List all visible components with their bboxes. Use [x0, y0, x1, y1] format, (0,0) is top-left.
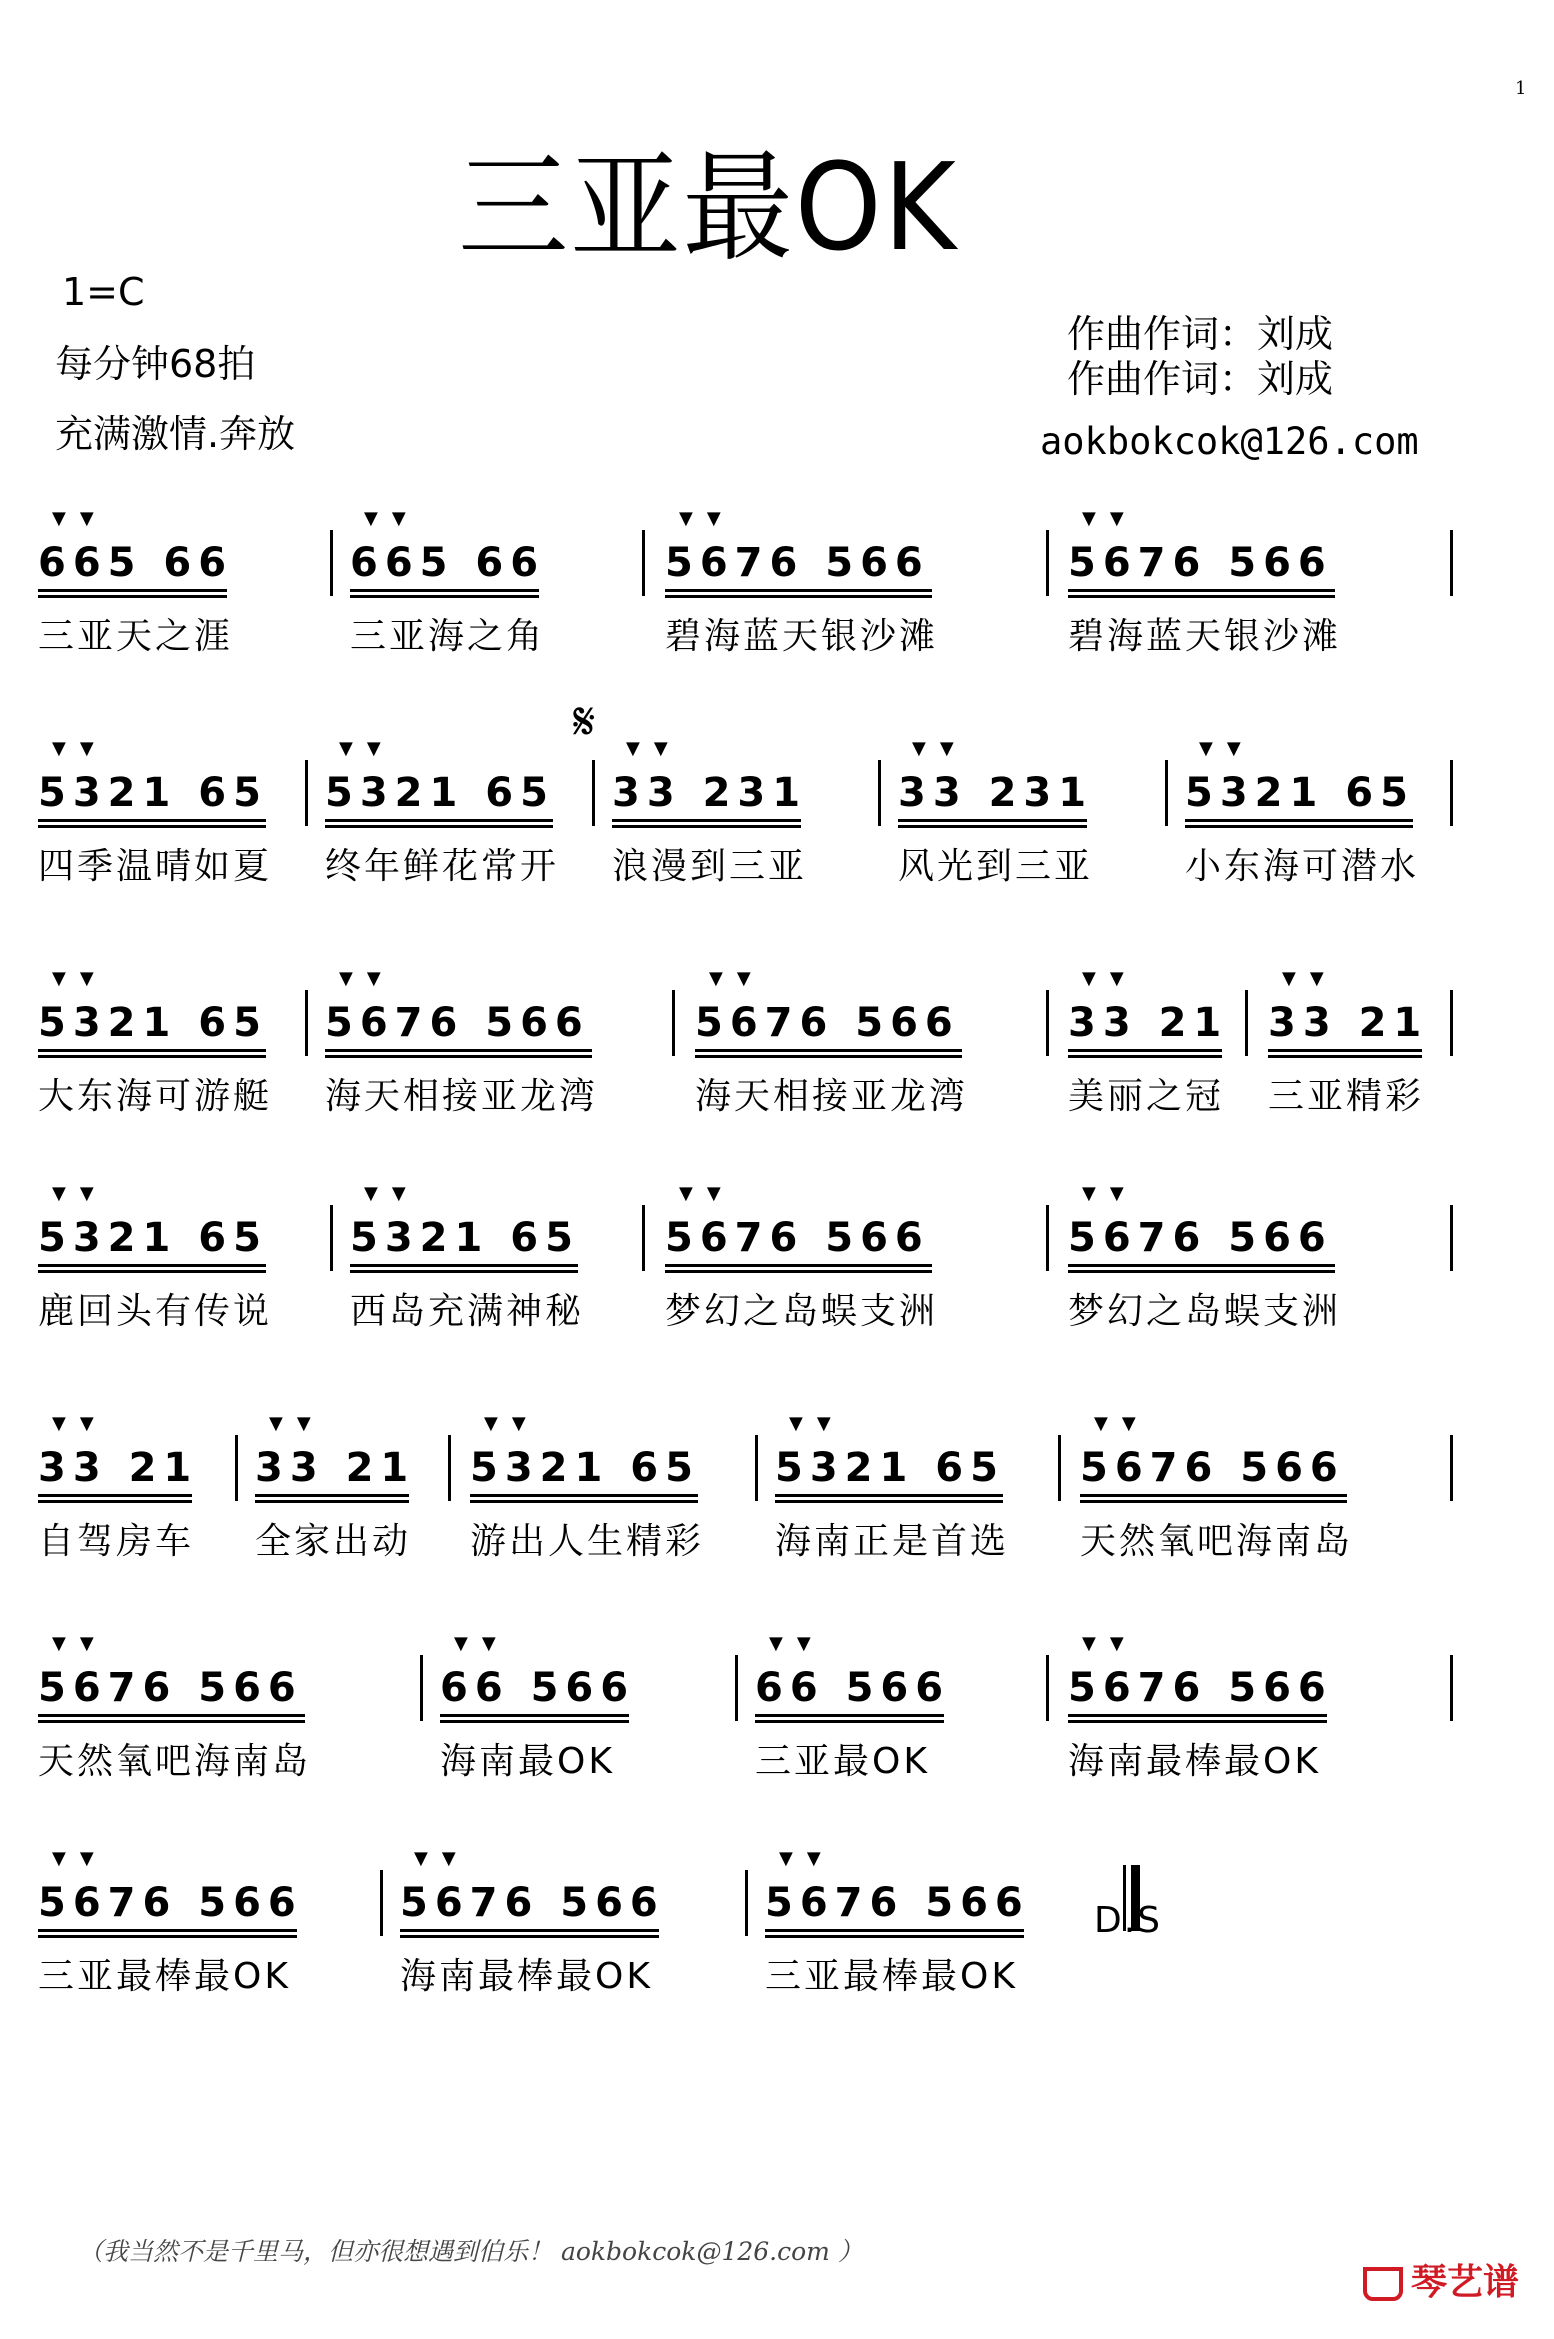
jianpu-notes: 5321 65	[38, 770, 272, 816]
accent-marks: ▼▼	[364, 508, 420, 529]
accent-marks: ▼▼	[626, 738, 682, 759]
segno-sign: 𝄋	[573, 692, 596, 752]
measure	[325, 968, 599, 1119]
measure	[38, 1633, 312, 1784]
accent-marks: ▼▼	[769, 1633, 825, 1654]
barline	[755, 1435, 758, 1501]
jianpu-notes: 5676 566	[1068, 1215, 1341, 1261]
mood: 充满激情.奔放	[55, 412, 296, 456]
measure	[38, 1183, 273, 1334]
lyric-line: 海南正是首选	[775, 1521, 1010, 1562]
lyric-line: 天然氧吧海南岛	[38, 1741, 312, 1782]
measure	[1068, 1183, 1342, 1334]
lyric-line: 碧海蓝天银沙滩	[665, 616, 939, 657]
page-number: 1	[1515, 78, 1527, 99]
lyric-line: 海天相接亚龙湾	[325, 1076, 599, 1117]
jianpu-notes: 33 231	[898, 770, 1094, 816]
measure	[38, 1413, 199, 1564]
barline	[642, 530, 645, 596]
song-title: 三亚最OK	[458, 139, 958, 278]
barline	[235, 1435, 238, 1501]
barline	[1165, 760, 1168, 826]
jianpu-notes: 33 231	[612, 770, 808, 816]
measure	[1068, 508, 1342, 659]
jianpu-notes: 5321 65	[775, 1445, 1009, 1491]
accent-marks: ▼▼	[339, 738, 395, 759]
lyric-line: 浪漫到三亚	[612, 846, 808, 887]
jianpu-notes: 5321 65	[350, 1215, 584, 1261]
jianpu-notes: 5676 566	[1068, 1665, 1333, 1711]
jianpu-notes: 33 21	[1268, 1000, 1429, 1046]
accent-marks: ▼▼	[52, 1848, 108, 1869]
jianpu-notes: 5676 566	[400, 1880, 665, 1926]
jianpu-notes: 66 566	[440, 1665, 636, 1711]
measure	[440, 1633, 636, 1784]
lyric-line: 海天相接亚龙湾	[695, 1076, 969, 1117]
barline	[305, 990, 308, 1056]
accent-marks: ▼▼	[709, 968, 765, 989]
barline	[735, 1655, 738, 1721]
jianpu-notes: 5676 566	[1068, 540, 1341, 586]
lyric-line: 三亚最棒最OK	[38, 1956, 291, 1997]
accent-marks: ▼▼	[52, 508, 108, 529]
measure	[255, 1413, 416, 1564]
accent-marks: ▼▼	[789, 1413, 845, 1434]
barline	[878, 760, 881, 826]
jianpu-notes: 5676 566	[695, 1000, 968, 1046]
measure	[1185, 738, 1420, 889]
accent-marks: ▼▼	[1094, 1413, 1150, 1434]
barline	[1046, 1655, 1049, 1721]
lyric-line: 大东海可游艇	[38, 1076, 273, 1117]
jianpu-notes: 665 66	[38, 540, 234, 586]
jianpu-notes: 5321 65	[38, 1215, 272, 1261]
measure	[1068, 968, 1229, 1119]
accent-marks: ▼▼	[52, 1413, 108, 1434]
accent-marks: ▼▼	[414, 1848, 470, 1869]
jianpu-notes: 5676 566	[665, 1215, 938, 1261]
lyric-line: 天然氧吧海南岛	[1080, 1521, 1354, 1562]
measure	[755, 1633, 951, 1784]
accent-marks: ▼▼	[779, 1848, 835, 1869]
jianpu-notes: 665 66	[350, 540, 546, 586]
measure	[350, 508, 546, 659]
lyric-line: 海南最OK	[440, 1741, 615, 1782]
accent-marks: ▼▼	[454, 1633, 510, 1654]
barline	[745, 1870, 748, 1936]
lyric-line: 海南最棒最OK	[1068, 1741, 1321, 1782]
barline	[330, 1205, 333, 1271]
logo-text: 琴艺谱	[1411, 2262, 1520, 2303]
barline	[1046, 530, 1049, 596]
barline	[448, 1435, 451, 1501]
jianpu-notes: 5321 65	[325, 770, 559, 816]
barline	[1046, 1205, 1049, 1271]
jianpu-notes: 5676 566	[665, 540, 938, 586]
lyric-line: 梦幻之岛蜈支洲	[665, 1291, 939, 1332]
lyric-line: 自驾房车	[38, 1521, 195, 1562]
lyric-line: 小东海可潜水	[1185, 846, 1420, 887]
lyric-line: 鹿回头有传说	[38, 1291, 273, 1332]
measure	[665, 508, 939, 659]
tempo: 每分钟68拍	[55, 342, 256, 386]
accent-marks: ▼▼	[484, 1413, 540, 1434]
measure	[325, 738, 560, 889]
barline	[305, 760, 308, 826]
barline	[642, 1205, 645, 1271]
key-signature: 1=C	[62, 270, 145, 314]
jianpu-notes: 5321 65	[470, 1445, 704, 1491]
barline	[1058, 1435, 1061, 1501]
jianpu-notes: 33 21	[255, 1445, 416, 1491]
barline	[1450, 1435, 1453, 1501]
lyric-line: 三亚最棒最OK	[765, 1956, 1018, 1997]
jianpu-notes: 5321 65	[1185, 770, 1419, 816]
lyric-line: 西岛充满神秘	[350, 1291, 585, 1332]
accent-marks: ▼▼	[1082, 1183, 1138, 1204]
lyric-line: 三亚精彩	[1268, 1076, 1425, 1117]
accent-marks: ▼▼	[52, 968, 108, 989]
measure	[775, 1413, 1010, 1564]
lyric-line: 风光到三亚	[898, 846, 1094, 887]
footer-note: （我当然不是千里马，但亦很想遇到伯乐！ aokbokcok@126.com ）	[78, 2237, 863, 2266]
lyric-line: 三亚海之角	[350, 616, 546, 657]
barline	[1245, 990, 1248, 1056]
lyric-line: 游出人生精彩	[470, 1521, 705, 1562]
logo-icon	[1363, 2267, 1403, 2301]
contact-email: aokbokcok@126.com	[1040, 420, 1419, 463]
barline	[1450, 760, 1453, 826]
jianpu-notes: 5676 566	[1080, 1445, 1353, 1491]
barline	[1450, 1655, 1453, 1721]
accent-marks: ▼▼	[52, 1183, 108, 1204]
accent-marks: ▼▼	[364, 1183, 420, 1204]
measure	[1068, 1633, 1333, 1784]
lyric-line: 四季温晴如夏	[38, 846, 273, 887]
lyric-line: 海南最棒最OK	[400, 1956, 653, 1997]
jianpu-notes: 5321 65	[38, 1000, 272, 1046]
accent-marks: ▼▼	[679, 508, 735, 529]
jianpu-notes: 33 21	[38, 1445, 199, 1491]
measure	[350, 1183, 585, 1334]
accent-marks: ▼▼	[1199, 738, 1255, 759]
measure	[695, 968, 969, 1119]
barline	[330, 530, 333, 596]
lyric-line: 全家出动	[255, 1521, 412, 1562]
jianpu-notes: 66 566	[755, 1665, 951, 1711]
composer-credit: 作曲作词：刘成	[1067, 357, 1334, 401]
barline	[1450, 530, 1453, 596]
measure	[612, 738, 808, 889]
barline	[1450, 990, 1453, 1056]
accent-marks: ▼▼	[1082, 968, 1138, 989]
accent-marks: ▼▼	[679, 1183, 735, 1204]
measure	[38, 508, 234, 659]
barline	[592, 760, 595, 826]
barline	[1450, 1205, 1453, 1271]
accent-marks: ▼▼	[912, 738, 968, 759]
measure	[1268, 968, 1429, 1119]
lyric-line: 梦幻之岛蜈支洲	[1068, 1291, 1342, 1332]
barline	[380, 1870, 383, 1936]
accent-marks: ▼▼	[1082, 1633, 1138, 1654]
accent-marks: ▼▼	[269, 1413, 325, 1434]
measure	[470, 1413, 705, 1564]
measure	[38, 738, 273, 889]
barline	[420, 1655, 423, 1721]
lyric-line: 终年鲜花常开	[325, 846, 560, 887]
measure	[400, 1848, 665, 1999]
jianpu-notes: 5676 566	[38, 1665, 311, 1711]
measure	[38, 1848, 303, 1999]
lyric-line: 三亚最OK	[755, 1741, 930, 1782]
lyric-line: 美丽之冠	[1068, 1076, 1225, 1117]
barline	[1046, 990, 1049, 1056]
lyric-line: 三亚天之涯	[38, 616, 234, 657]
composer-credit: 作曲作词：刘成	[1067, 312, 1334, 356]
measure	[765, 1848, 1030, 1999]
accent-marks: ▼▼	[52, 738, 108, 759]
site-logo	[1363, 2254, 1519, 2305]
accent-marks: ▼▼	[339, 968, 395, 989]
accent-marks: ▼▼	[52, 1633, 108, 1654]
jianpu-notes: 5676 566	[765, 1880, 1030, 1926]
jianpu-notes: 5676 566	[38, 1880, 303, 1926]
measure	[898, 738, 1094, 889]
measure	[1080, 1413, 1354, 1564]
accent-marks: ▼▼	[1282, 968, 1338, 989]
measure	[38, 968, 273, 1119]
jianpu-notes: 5676 566	[325, 1000, 598, 1046]
accent-marks: ▼▼	[1082, 508, 1138, 529]
lyric-line: 碧海蓝天银沙滩	[1068, 616, 1342, 657]
measure	[665, 1183, 939, 1334]
dal-segno: D.S	[1094, 1900, 1163, 1941]
barline	[672, 990, 675, 1056]
jianpu-notes: 33 21	[1068, 1000, 1229, 1046]
